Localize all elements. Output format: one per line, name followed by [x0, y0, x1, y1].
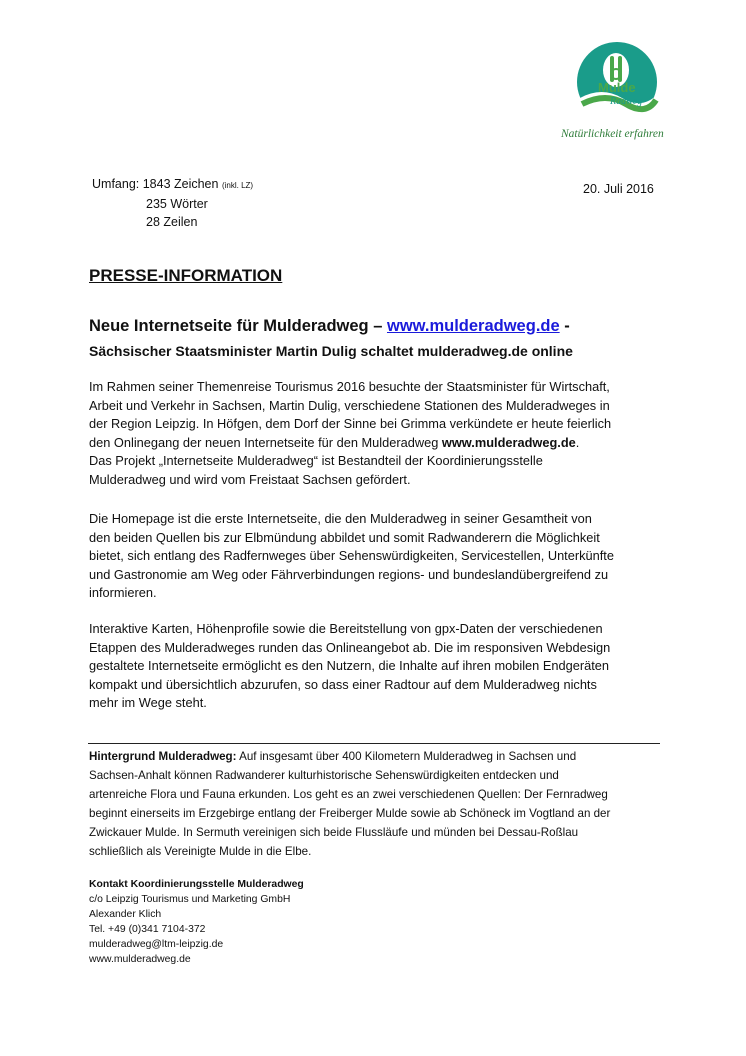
text-line: bietet, sich entlang des Radfernweges über Sehenswürdigkeiten, Servicestellen, Unterkünfte — [89, 548, 614, 563]
text-line: artenreiche Flora und Fauna erkunden. Los geht es an zwei verschiedenen Quellen: Der Fernradweg — [89, 788, 608, 801]
mulderadweg-logo — [572, 42, 662, 126]
logo-name: Mulde — [598, 80, 636, 95]
text-line: schließlich als Vereinigte Mulde in die Elbe. — [89, 845, 312, 858]
headline-link[interactable]: www.mulderadweg.de — [386, 317, 560, 335]
text-line: mehr im Wege steht. — [89, 695, 207, 710]
text-line: informieren. — [89, 585, 157, 600]
background-label: Hintergrund Mulderadweg: — [89, 750, 237, 763]
contact-org: c/o Leipzig Tourismus und Marketing GmbH — [89, 894, 291, 905]
meta-block — [92, 175, 253, 231]
text-line: Sachsen-Anhalt können Radwanderer kulturhistorische Sehenswürdigkeiten entdecken und — [89, 769, 559, 782]
text-line — [89, 434, 669, 453]
text-line: beginnt einerseits im Erzgebirge entlang der Freiberger Mulde sowie ab Schöneck im Vogtland an der — [89, 807, 611, 820]
paragraph-1 — [89, 378, 669, 489]
divider — [88, 743, 660, 744]
headline — [89, 317, 570, 336]
headline-suffix: - — [559, 317, 570, 335]
press-title: PRESSE-INFORMATION — [89, 266, 283, 285]
text-line: Mulderadweg und wird vom Freistaat Sachsen gefördert. — [89, 471, 411, 487]
text-line: und Gastronomie am Weg oder Fährverbindungen regions- und bundeslandübergreifend zu — [89, 566, 609, 582]
contact-email[interactable]: mulderadweg@ltm-leipzig.de — [89, 939, 224, 950]
background-section — [89, 747, 664, 861]
text-line: Im Rahmen seiner Themenreise Tourismus 2016 besuchte der Staatsminister für Wirtschaft, — [89, 379, 610, 394]
contact-web[interactable]: www.mulderadweg.de — [89, 954, 191, 965]
contact-block — [89, 877, 304, 967]
text-line: Die Homepage ist die erste Internetseite, die den Mulderadweg in seiner Gesamtheit von — [89, 511, 592, 526]
text-line: kompakt und übersichtlich abzurufen, so dass einer Radtour auf dem Mulderadweg nichts — [89, 676, 597, 692]
text-line-prefix: den Onlinegang der neuen Internetseite für den Mulderadweg — [89, 434, 442, 450]
logo-sub: Radweg — [610, 96, 643, 107]
website-bold: www.mulderadweg.de — [441, 434, 576, 450]
text-line: der Region Leipzig. In Höfgen, dem Dorf der Sinne bei Grimma verkündete er heute feierlich — [89, 416, 612, 431]
line-count: 28 Zeilen — [146, 215, 198, 229]
contact-title — [89, 877, 304, 892]
word-count: 235 Wörter — [146, 197, 208, 211]
headline-prefix: Neue Internetseite für Mulderadweg – — [89, 317, 387, 335]
text-line-rest: Auf insgesamt über 400 Kilometern Mulderadweg in Sachsen und — [236, 750, 577, 763]
contact-title-text: Kontakt Koordinierungsstelle Mulderadweg — [89, 879, 304, 890]
text-line: Arbeit und Verkehr in Sachsen, Martin Dulig, verschiedene Stationen des Mulderadweges in — [89, 397, 610, 413]
text-line: Etappen des Mulderadweges runden das Onlineangebot ab. Die im responsiven Webdesign — [89, 639, 611, 655]
contact-phone: Tel. +49 (0)341 7104-372 — [89, 924, 206, 935]
subtitle: Sächsischer Staatsminister Martin Dulig schaltet mulderadweg.de online — [89, 343, 573, 359]
text-line: Das Projekt „Internetseite Mulderadweg“ ist Bestandteil der Koordinierungsstelle — [89, 453, 543, 468]
text-line: gestaltete Internetseite ermöglicht es den Nutzern, die Inhalte auf ihren mobilen Endgeräten — [89, 658, 610, 673]
text-line-suffix: . — [575, 434, 580, 450]
paragraph-2 — [89, 510, 669, 603]
text-line — [89, 747, 664, 766]
umfang-label: Umfang: 1843 Zeichen — [92, 177, 219, 191]
text-line: Interaktive Karten, Höhenprofile sowie die Bereitstellung von gpx-Daten der verschiedenen — [89, 621, 603, 636]
umfang-note: (inkl. LZ) — [221, 181, 254, 190]
text-line: Zwickauer Mulde. In Sermuth vereinigen sich beide Flussläufe und münden bei Dessau-Roßlau — [89, 826, 579, 839]
paragraph-3 — [89, 620, 669, 713]
text-line: den beiden Quellen bis zur Elbmündung abbildet und somit Radwanderern die Möglichkeit — [89, 529, 600, 545]
tagline: Natürlichkeit erfahren — [561, 128, 664, 140]
umfang-row — [92, 175, 253, 195]
release-date: 20. Juli 2016 — [583, 182, 654, 196]
contact-person: Alexander Klich — [89, 909, 162, 920]
